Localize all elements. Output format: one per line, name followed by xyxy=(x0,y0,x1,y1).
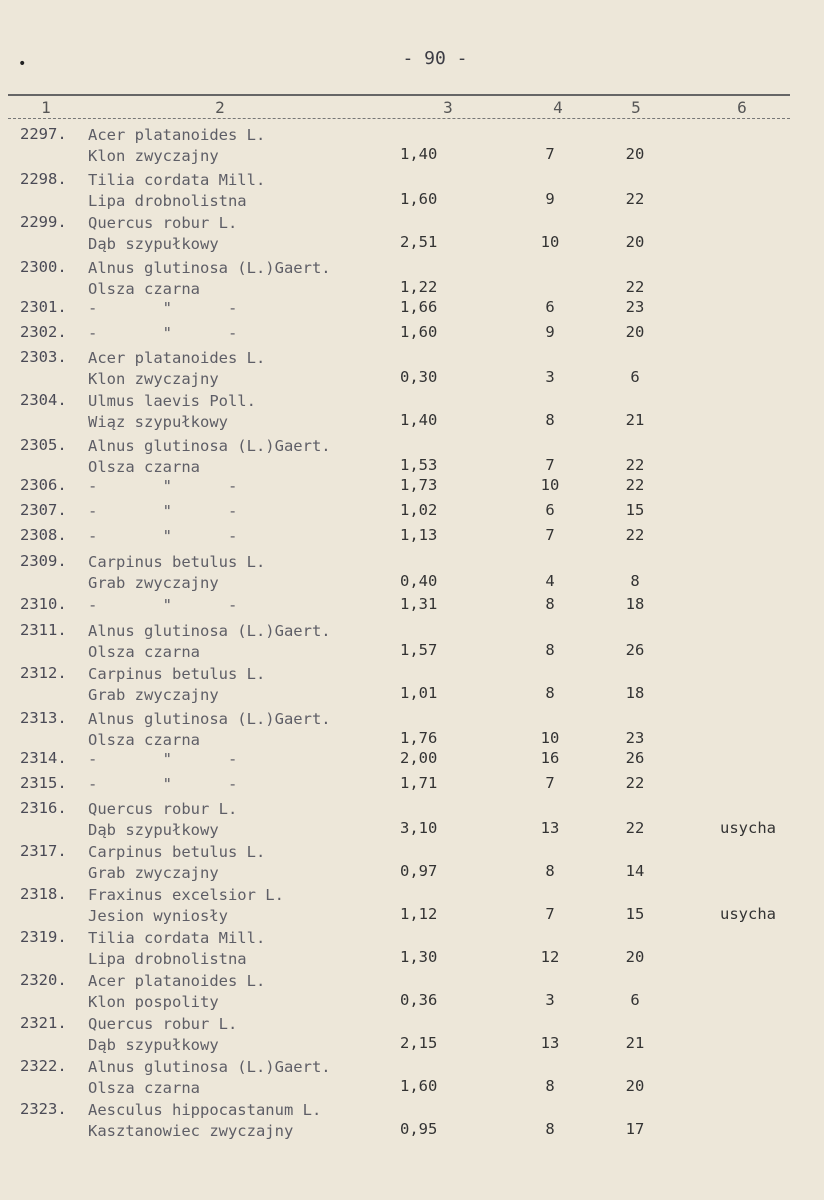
column-4-value: 7 xyxy=(545,774,555,792)
row-number: 2321. xyxy=(20,1014,67,1032)
column-header-3: 3 xyxy=(443,98,453,117)
latin-name: Alnus glutinosa (L.)Gaert. xyxy=(88,259,331,277)
row-number: 2315. xyxy=(20,774,67,792)
column-5-value: 18 xyxy=(625,684,645,702)
column-3-value: 1,60 xyxy=(400,190,438,208)
column-4-value: 7 xyxy=(545,456,555,474)
polish-name: Olsza czarna xyxy=(88,643,200,661)
column-4-value: 9 xyxy=(545,190,555,208)
species-name xyxy=(88,476,237,497)
species-name xyxy=(88,1014,237,1056)
column-3-value: 0,40 xyxy=(400,572,438,590)
species-name xyxy=(88,595,237,616)
column-4-value: 3 xyxy=(545,991,555,1009)
column-5-value: 23 xyxy=(625,729,645,747)
column-3-value: 1,66 xyxy=(400,298,438,316)
latin-name: - " - xyxy=(88,477,238,495)
column-3-value: 1,13 xyxy=(400,526,438,544)
latin-name: - " - xyxy=(88,324,238,342)
header-underline xyxy=(8,118,790,119)
polish-name: Klon zwyczajny xyxy=(88,147,219,165)
column-5-value: 14 xyxy=(625,862,645,880)
column-3-value: 1,60 xyxy=(400,1077,438,1095)
species-name xyxy=(88,213,237,255)
column-3-value: 2,15 xyxy=(400,1034,438,1052)
latin-name: Ulmus laevis Poll. xyxy=(88,392,256,410)
column-3-value: 1,02 xyxy=(400,501,438,519)
row-number: 2313. xyxy=(20,709,67,727)
species-name xyxy=(88,774,237,795)
row-number: 2310. xyxy=(20,595,67,613)
species-name xyxy=(88,125,265,167)
polish-name: Klon zwyczajny xyxy=(88,370,219,388)
column-3-value: 0,97 xyxy=(400,862,438,880)
column-3-value: 1,12 xyxy=(400,905,438,923)
column-6-note: usycha xyxy=(720,905,776,923)
row-number: 2300. xyxy=(20,258,67,276)
latin-name: - " - xyxy=(88,502,238,520)
species-name xyxy=(88,298,237,319)
species-name xyxy=(88,526,237,547)
latin-name: Alnus glutinosa (L.)Gaert. xyxy=(88,437,331,455)
row-number: 2301. xyxy=(20,298,67,316)
species-name xyxy=(88,799,237,841)
row-number: 2316. xyxy=(20,799,67,817)
column-3-value: 0,30 xyxy=(400,368,438,386)
latin-name: Tilia cordata Mill. xyxy=(88,171,266,189)
polish-name: Grab zwyczajny xyxy=(88,574,219,592)
latin-name: - " - xyxy=(88,775,238,793)
column-5-value: 22 xyxy=(625,526,645,544)
column-4-value: 7 xyxy=(545,145,555,163)
species-name xyxy=(88,501,237,522)
column-3-value: 1,40 xyxy=(400,145,438,163)
row-number: 2312. xyxy=(20,664,67,682)
column-4-value: 16 xyxy=(540,749,560,767)
latin-name: - " - xyxy=(88,527,238,545)
row-number: 2314. xyxy=(20,749,67,767)
species-name xyxy=(88,1057,331,1099)
species-name xyxy=(88,552,265,594)
column-3-value: 1,73 xyxy=(400,476,438,494)
polish-name: Lipa drobnolistna xyxy=(88,950,247,968)
page-number: - 90 - xyxy=(402,48,468,69)
polish-name: Dąb szypułkowy xyxy=(88,235,219,253)
species-name xyxy=(88,842,265,884)
species-name xyxy=(88,436,331,478)
column-4-value: 13 xyxy=(540,1034,560,1052)
column-4-value: 3 xyxy=(545,368,555,386)
column-5-value: 20 xyxy=(625,145,645,163)
row-number: 2305. xyxy=(20,436,67,454)
column-header-2: 2 xyxy=(215,98,225,117)
column-6-note: usycha xyxy=(720,819,776,837)
species-name xyxy=(88,323,237,344)
row-number: 2317. xyxy=(20,842,67,860)
column-4-value: 10 xyxy=(540,233,560,251)
polish-name: Grab zwyczajny xyxy=(88,686,219,704)
polish-name: Dąb szypułkowy xyxy=(88,821,219,839)
latin-name: Fraxinus excelsior L. xyxy=(88,886,284,904)
column-3-value: 1,40 xyxy=(400,411,438,429)
latin-name: Alnus glutinosa (L.)Gaert. xyxy=(88,1058,331,1076)
row-number: 2323. xyxy=(20,1100,67,1118)
column-3-value: 1,30 xyxy=(400,948,438,966)
latin-name: - " - xyxy=(88,596,238,614)
column-header-4: 4 xyxy=(553,98,563,117)
polish-name: Jesion wyniosły xyxy=(88,907,228,925)
column-4-value: 13 xyxy=(540,819,560,837)
row-number: 2298. xyxy=(20,170,67,188)
column-4-value: 8 xyxy=(545,1077,555,1095)
latin-name: Alnus glutinosa (L.)Gaert. xyxy=(88,622,331,640)
column-4-value: 10 xyxy=(540,729,560,747)
row-number: 2318. xyxy=(20,885,67,903)
polish-name: Olsza czarna xyxy=(88,280,200,298)
polish-name: Olsza czarna xyxy=(88,1079,200,1097)
column-5-value: 18 xyxy=(625,595,645,613)
column-5-value: 22 xyxy=(625,774,645,792)
row-number: 2303. xyxy=(20,348,67,366)
column-5-value: 21 xyxy=(625,411,645,429)
species-name xyxy=(88,749,237,770)
column-3-value: 1,60 xyxy=(400,323,438,341)
latin-name: Tilia cordata Mill. xyxy=(88,929,266,947)
column-header-5: 5 xyxy=(631,98,641,117)
column-4-value: 7 xyxy=(545,526,555,544)
row-number: 2320. xyxy=(20,971,67,989)
polish-name: Grab zwyczajny xyxy=(88,864,219,882)
latin-name: Alnus glutinosa (L.)Gaert. xyxy=(88,710,331,728)
species-name xyxy=(88,170,265,212)
polish-name: Kasztanowiec zwyczajny xyxy=(88,1122,294,1140)
column-header-1: 1 xyxy=(41,98,51,117)
column-5-value: 22 xyxy=(625,476,645,494)
species-name xyxy=(88,664,265,706)
row-number: 2302. xyxy=(20,323,67,341)
column-5-value: 21 xyxy=(625,1034,645,1052)
column-3-value: 2,00 xyxy=(400,749,438,767)
column-4-value: 6 xyxy=(545,298,555,316)
column-3-value: 1,71 xyxy=(400,774,438,792)
species-name xyxy=(88,971,265,1013)
column-5-value: 26 xyxy=(625,641,645,659)
column-4-value: 9 xyxy=(545,323,555,341)
row-number: 2297. xyxy=(20,125,67,143)
polish-name: Olsza czarna xyxy=(88,458,200,476)
column-4-value: 6 xyxy=(545,501,555,519)
polish-name: Wiąz szypułkowy xyxy=(88,413,228,431)
column-3-value: 3,10 xyxy=(400,819,438,837)
polish-name: Dąb szypułkowy xyxy=(88,1036,219,1054)
species-name xyxy=(88,258,331,300)
column-5-value: 17 xyxy=(625,1120,645,1138)
row-number: 2299. xyxy=(20,213,67,231)
species-name xyxy=(88,348,265,390)
latin-name: Carpinus betulus L. xyxy=(88,843,266,861)
column-4-value: 8 xyxy=(545,1120,555,1138)
column-3-value: 0,36 xyxy=(400,991,438,1009)
corner-mark: • xyxy=(18,56,27,72)
column-4-value: 7 xyxy=(545,905,555,923)
column-5-value: 20 xyxy=(625,1077,645,1095)
column-5-value: 6 xyxy=(630,991,640,1009)
column-4-value: 10 xyxy=(540,476,560,494)
latin-name: - " - xyxy=(88,750,238,768)
column-3-value: 1,53 xyxy=(400,456,438,474)
row-number: 2309. xyxy=(20,552,67,570)
species-name xyxy=(88,885,284,927)
row-number: 2306. xyxy=(20,476,67,494)
column-3-value: 1,22 xyxy=(400,278,438,296)
polish-name: Lipa drobnolistna xyxy=(88,192,247,210)
latin-name: Carpinus betulus L. xyxy=(88,665,266,683)
polish-name: Klon pospolity xyxy=(88,993,219,1011)
column-5-value: 22 xyxy=(625,190,645,208)
column-5-value: 15 xyxy=(625,905,645,923)
column-header-6: 6 xyxy=(737,98,747,117)
column-4-value: 8 xyxy=(545,641,555,659)
column-4-value: 8 xyxy=(545,595,555,613)
column-5-value: 20 xyxy=(625,323,645,341)
column-5-value: 22 xyxy=(625,278,645,296)
column-3-value: 1,57 xyxy=(400,641,438,659)
species-name xyxy=(88,928,265,970)
column-3-value: 1,76 xyxy=(400,729,438,747)
column-5-value: 15 xyxy=(625,501,645,519)
column-5-value: 22 xyxy=(625,456,645,474)
row-number: 2308. xyxy=(20,526,67,544)
latin-name: Acer platanoides L. xyxy=(88,972,266,990)
latin-name: Quercus robur L. xyxy=(88,1015,238,1033)
species-name xyxy=(88,391,256,433)
latin-name: Acer platanoides L. xyxy=(88,349,266,367)
column-5-value: 20 xyxy=(625,233,645,251)
column-3-value: 0,95 xyxy=(400,1120,438,1138)
column-4-value: 8 xyxy=(545,862,555,880)
species-name xyxy=(88,709,331,751)
species-name xyxy=(88,621,331,663)
column-4-value: 8 xyxy=(545,411,555,429)
column-3-value: 1,31 xyxy=(400,595,438,613)
column-4-value: 12 xyxy=(540,948,560,966)
latin-name: - " - xyxy=(88,299,238,317)
column-5-value: 20 xyxy=(625,948,645,966)
row-number: 2319. xyxy=(20,928,67,946)
column-4-value: 8 xyxy=(545,684,555,702)
latin-name: Acer platanoides L. xyxy=(88,126,266,144)
polish-name: Olsza czarna xyxy=(88,731,200,749)
column-3-value: 2,51 xyxy=(400,233,438,251)
header-rule xyxy=(8,94,790,96)
latin-name: Carpinus betulus L. xyxy=(88,553,266,571)
row-number: 2322. xyxy=(20,1057,67,1075)
row-number: 2304. xyxy=(20,391,67,409)
latin-name: Quercus robur L. xyxy=(88,800,238,818)
column-5-value: 22 xyxy=(625,819,645,837)
species-name xyxy=(88,1100,321,1142)
latin-name: Quercus robur L. xyxy=(88,214,238,232)
column-3-value: 1,01 xyxy=(400,684,438,702)
column-5-value: 6 xyxy=(630,368,640,386)
row-number: 2311. xyxy=(20,621,67,639)
column-4-value: 4 xyxy=(545,572,555,590)
column-5-value: 23 xyxy=(625,298,645,316)
column-5-value: 8 xyxy=(630,572,640,590)
latin-name: Aesculus hippocastanum L. xyxy=(88,1101,322,1119)
row-number: 2307. xyxy=(20,501,67,519)
column-5-value: 26 xyxy=(625,749,645,767)
